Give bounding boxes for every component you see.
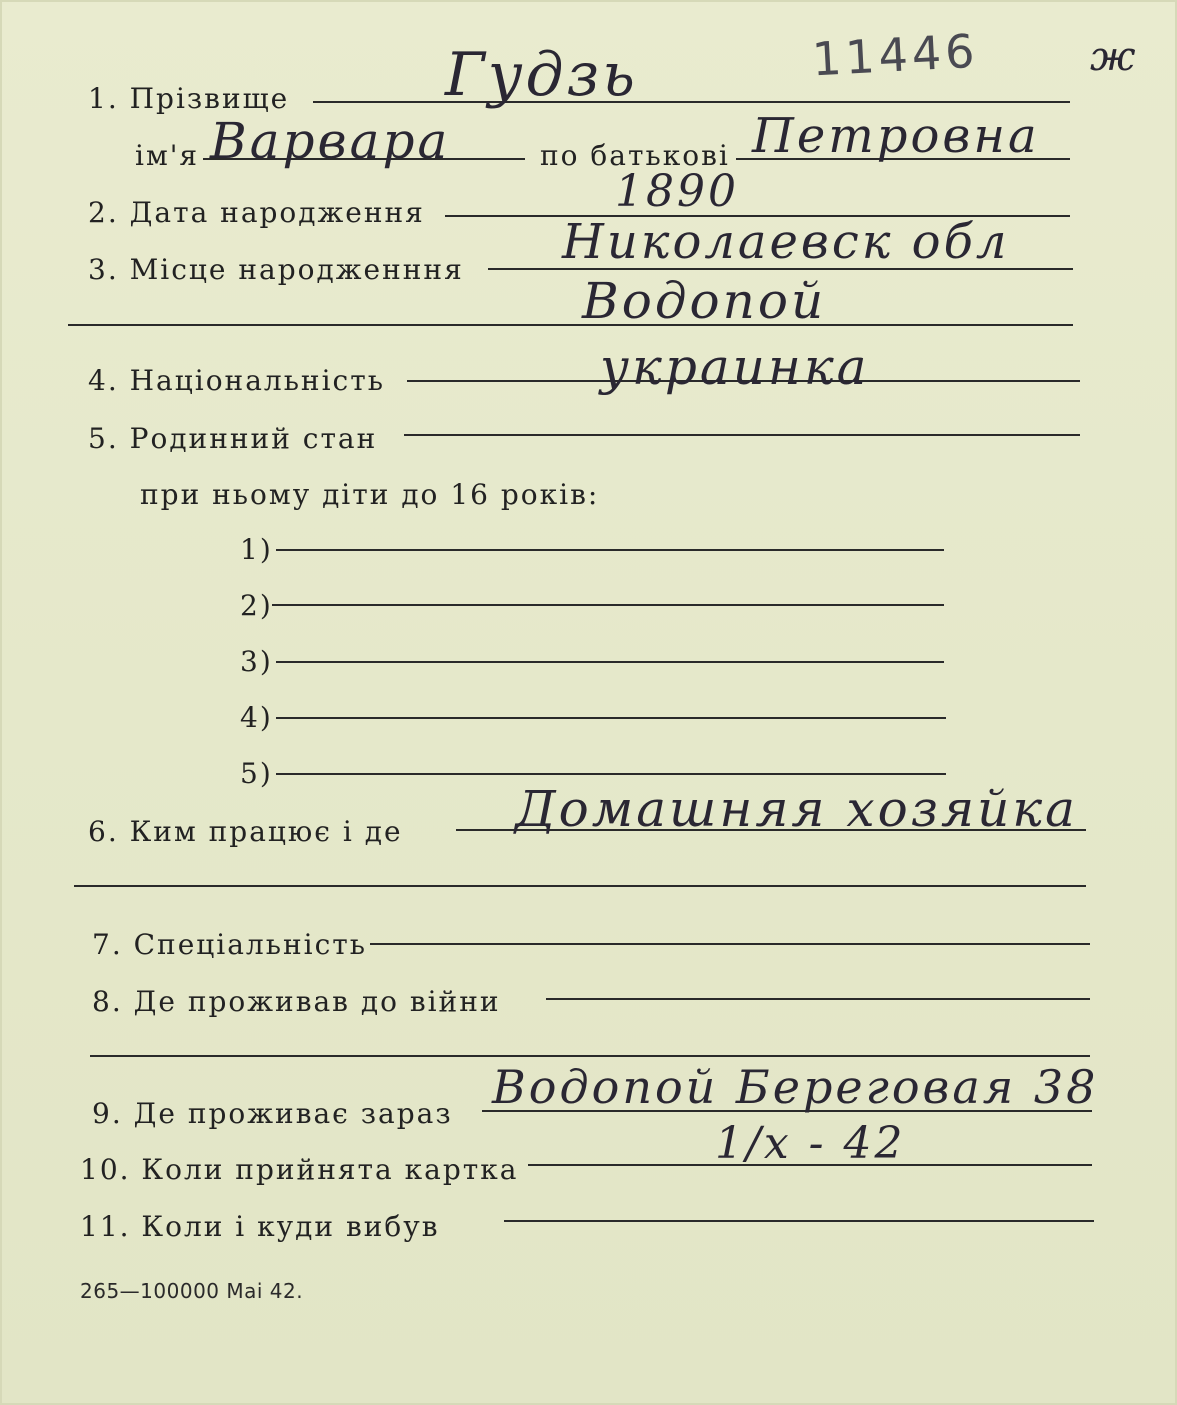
specialty-line [370, 943, 1090, 945]
birth-place-line-2 [68, 324, 1073, 326]
child-1-line [276, 549, 944, 551]
birth-place-value-1: Николаевск обл [562, 214, 1010, 270]
child-5-line [276, 773, 946, 775]
archive-number: 11446 [810, 23, 980, 87]
specialty-label: 7. Спеціальність [92, 928, 367, 961]
nationality-label: 4. Національність [88, 364, 385, 397]
archive-mark: ж [1090, 34, 1139, 80]
first-name-label: ім'я [135, 139, 200, 172]
occupation-label: 6. Ким працює і де [88, 815, 403, 848]
departure-label: 11. Коли і куди вибув [80, 1210, 440, 1243]
current-residence-label: 9. Де проживає зараз [92, 1097, 453, 1130]
marital-status-label: 5. Родинний стан [88, 422, 378, 455]
children-label: при ньому діти до 16 років: [140, 478, 600, 511]
print-code: 265—100000 Маі 42. [80, 1279, 304, 1303]
child-4-line [276, 717, 946, 719]
patronymic-value: Петровна [752, 108, 1040, 164]
departure-line [504, 1220, 1094, 1222]
card-accepted-value: 1/х - 42 [715, 1118, 906, 1169]
card-accepted-label: 10. Коли прийнята картка [80, 1153, 519, 1186]
surname-line [313, 101, 1070, 103]
surname-label: 1. Прізвище [88, 82, 290, 115]
occupation-value: Домашняя хозяйка [515, 780, 1078, 838]
child-2-line [272, 604, 944, 606]
first-name-value: Варвара [210, 112, 451, 170]
child-5-label: 5) [240, 757, 273, 790]
marital-status-line [404, 434, 1080, 436]
birth-date-value: 1890 [615, 166, 739, 217]
prewar-residence-line [546, 998, 1090, 1000]
child-2-label: 2) [240, 589, 273, 622]
birth-place-value-2: Водопой [582, 272, 827, 330]
birth-date-label: 2. Дата народження [88, 196, 425, 229]
surname-value: Гудзь [445, 40, 638, 110]
prewar-residence-label: 8. Де проживав до війни [92, 985, 501, 1018]
current-residence-value: Водопой Береговая 38 [492, 1060, 1099, 1114]
child-1-label: 1) [240, 533, 273, 566]
nationality-value: украинка [600, 338, 870, 396]
occupation-line-2 [74, 885, 1086, 887]
birth-place-label: 3. Місце народженння [88, 253, 464, 286]
child-4-label: 4) [240, 701, 273, 734]
prewar-residence-line-2 [90, 1055, 1090, 1057]
child-3-label: 3) [240, 645, 273, 678]
child-3-line [276, 661, 944, 663]
patronymic-label: по батькові [540, 139, 730, 172]
